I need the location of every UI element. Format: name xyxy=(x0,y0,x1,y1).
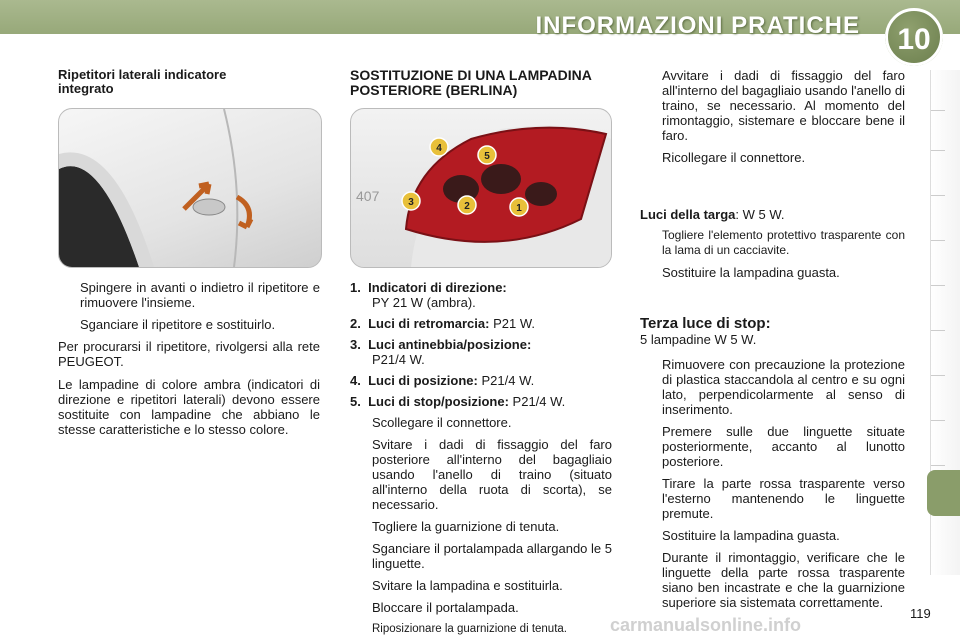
middle-bullet: Svitare la lampadina e sostituirla. xyxy=(372,578,563,593)
callout-label: 2 xyxy=(464,201,470,212)
callout-label: 4 xyxy=(436,143,442,154)
lamp-spec-1: 1. Indicatori di direzione: PY 21 W (ambra). xyxy=(350,280,507,310)
right-top-text xyxy=(640,68,905,172)
lamp-spec-4: 4. Luci di posizione: P21/4 W. xyxy=(350,373,535,388)
side-repeater-illustration xyxy=(59,109,321,267)
lamp-spec-3: 3. Luci antinebbia/posizione: P21/4 W. xyxy=(350,337,532,367)
rear-lamp-photo xyxy=(350,108,612,268)
middle-bullet: Togliere la guarnizione di tenuta. xyxy=(372,519,560,534)
rear-lamp-illustration xyxy=(351,109,611,267)
callout-label: 3 xyxy=(408,197,414,208)
side-tick xyxy=(931,375,945,376)
middle-section-title: SOSTITUZIONE DI UNA LAMPADINA POSTERIORE (BERLINA) xyxy=(350,67,592,98)
middle-bullet: Scollegare il connettore. xyxy=(372,415,512,430)
chapter-badge xyxy=(885,8,943,66)
middle-bullet: Riposizionare la guarnizione di tenuta. xyxy=(372,623,567,635)
middle-bullet: Svitare i dadi di fissaggio del faro posteriore all'interno del bagagliaio usando l'anello di traino (situato all'interno della ruota di scorta), se necessario. xyxy=(372,437,612,512)
lamp-spec-2: 2. Luci di retromarcia: P21 W. xyxy=(350,316,535,331)
chapter-number: 10 xyxy=(885,8,943,66)
third-stop-section xyxy=(640,316,905,617)
left-paragraph: Le lampadine di colore ambra (indicatori di direzione e ripetitori laterali) devono essere sostituite con lampadine che abbiano le stesse caratteristiche e lo stesso colore. xyxy=(58,377,320,437)
plate-light-heading: Luci della targa: W 5 W. xyxy=(640,207,785,222)
left-bullet: Spingere in avanti o indietro il ripetitore e rimuovere l'insieme. xyxy=(80,280,320,310)
middle-text xyxy=(350,280,612,644)
third-stop-title: Terza luce di stop: xyxy=(640,315,771,332)
left-paragraph: Per procurarsi il ripetitore, rivolgersi alla rete PEUGEOT. xyxy=(58,339,320,369)
left-bullet: Sganciare il ripetitore e sostituirlo. xyxy=(80,317,276,332)
right-bullet: Togliere l'elemento protettivo trasparente con la lama di un cacciavite. xyxy=(662,228,905,257)
page-number: 119 xyxy=(910,606,931,621)
side-tick xyxy=(931,240,945,241)
callout-label: 5 xyxy=(484,151,490,162)
model-badge: 407 xyxy=(356,188,380,204)
right-bullet: Durante il rimontaggio, verificare che le linguette della parte rossa trasparente siano ben incastrate e che la guarnizione superiore sia sistemata correttamente. xyxy=(662,550,905,610)
page-title: INFORMAZIONI PRATICHE xyxy=(535,12,860,39)
callout-label: 1 xyxy=(516,203,522,214)
side-tick xyxy=(931,420,945,421)
left-section-title: Ripetitori laterali indicatore integrato xyxy=(58,67,227,96)
side-tick xyxy=(931,110,945,111)
right-bullet: Sostituire la lampadina guasta. xyxy=(662,528,840,543)
middle-bullet: Bloccare il portalampada. xyxy=(372,600,519,615)
middle-heading-wrap xyxy=(350,68,612,98)
left-text xyxy=(58,280,320,445)
watermark: carmanualsonline.info xyxy=(610,615,802,635)
right-bullet: Rimuovere con precauzione la protezione di plastica staccandola al centro e su ogni lato, perpendicolarmente al senso di inserimento. xyxy=(662,357,905,417)
third-stop-subtitle: 5 lampadine W 5 W. xyxy=(640,332,757,347)
middle-bullet: Sganciare il portalampada allargando le 5 linguette. xyxy=(372,541,612,571)
side-repeater-photo xyxy=(58,108,322,268)
side-tick xyxy=(931,285,945,286)
side-tick xyxy=(931,150,945,151)
side-tick xyxy=(931,465,945,466)
right-bullet: Avvitare i dadi di fissaggio del faro all'interno del bagagliaio usando l'anello di traino, se necessario. Al momento del rimontaggio, sistemare e bloccare bene il faro. xyxy=(662,68,905,143)
right-bullet: Sostituire la lampadina guasta. xyxy=(662,265,840,280)
left-column xyxy=(58,68,320,96)
side-tick xyxy=(931,330,945,331)
right-bullet: Ricollegare il connettore. xyxy=(662,150,806,165)
plate-light-section xyxy=(640,207,905,287)
lamp-spec-5: 5. Luci di stop/posizione: P21/4 W. xyxy=(350,394,566,409)
side-tab-active[interactable] xyxy=(927,470,960,516)
side-tick xyxy=(931,195,945,196)
right-bullet: Tirare la parte rossa trasparente verso l'esterno mantenendo le linguette premute. xyxy=(662,476,905,521)
right-bullet: Premere sulle due linguette situate posteriormente, accanto al lunotto posteriore. xyxy=(662,424,905,469)
